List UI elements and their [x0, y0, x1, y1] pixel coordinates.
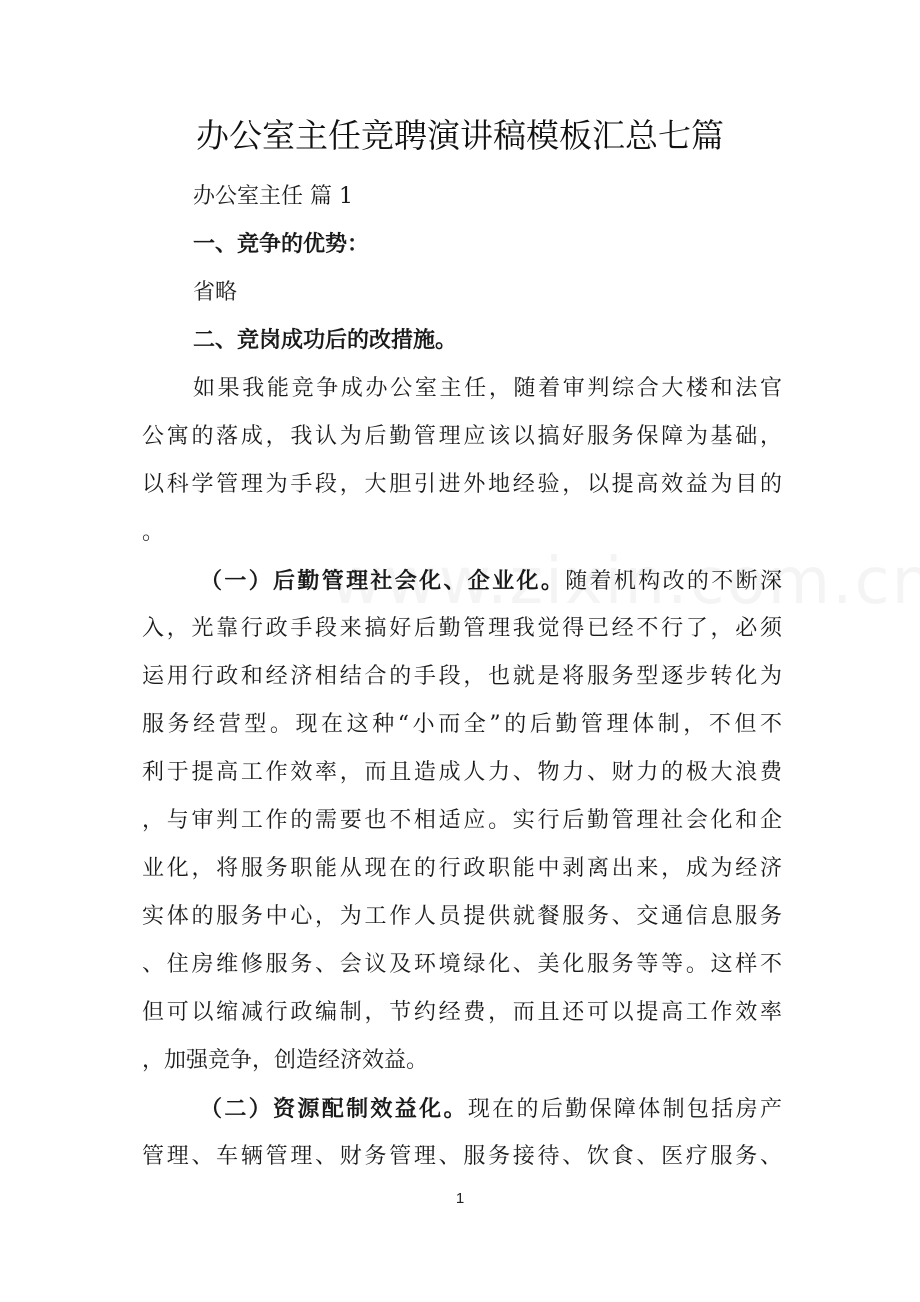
intro-line: 公寓的落成，我认为后勤管理应该以搞好服务保障为基础，: [142, 424, 782, 449]
point2-first-line: [200, 1093, 782, 1126]
point1-line: 入，光靠行政手段来搞好后勤管理我觉得已经不行了，必须: [142, 616, 782, 641]
point2-heading: （二）资源配制效益化。: [200, 1096, 468, 1122]
point2-first-text: 现在的后勤保障体制包括房产: [467, 1097, 782, 1122]
intro-line: 如果我能竞争成办公室主任，随着审判综合大楼和法官: [193, 376, 782, 401]
heading-advantages: 一、竞争的优势：: [193, 232, 370, 257]
point1-line: 利于提高工作效率，而且造成人力、物力、财力的极大浪费: [142, 760, 782, 785]
point1-line: ，加强竞争，创造经济效益。: [142, 1048, 429, 1073]
point2-line: 管理、车辆管理、财务管理、服务接待、饮食、医疗服务、: [142, 1144, 782, 1169]
point1-line: 服务经营型。现在这种“小而全”的后勤管理体制，不但不: [142, 712, 782, 737]
heading-measures: 二、竞岗成功后的改措施。: [193, 328, 458, 353]
page-number: 1: [455, 1190, 465, 1207]
intro-line: 。: [142, 520, 165, 545]
point1-line: 实体的服务中心，为工作人员提供就餐服务、交通信息服务: [142, 904, 782, 929]
point1-line: 但可以缩减行政编制，节约经费，而且还可以提高工作效率: [142, 1000, 782, 1025]
intro-line: 以科学管理为手段，大胆引进外地经验，以提高效益为目的: [142, 472, 782, 497]
point1-first-text: 随着机构改的不断深: [565, 569, 782, 594]
document-title: 办公室主任竞聘演讲稿模板汇总七篇: [196, 116, 724, 155]
point1-line: 运用行政和经济相结合的手段，也就是将服务型逐步转化为: [142, 664, 782, 689]
point1-line: 、住房维修服务、会议及环境绿化、美化服务等等。这样不: [142, 952, 782, 977]
omitted-text: 省略: [193, 280, 238, 305]
point1-first-line: [200, 565, 782, 598]
point1-heading: （一）后勤管理社会化、企业化。: [200, 568, 566, 594]
point1-line: 业化，将服务职能从现在的行政职能中剥离出来，成为经济: [142, 856, 782, 881]
point1-line: ，与审判工作的需要也不相适应。实行后勤管理社会化和企: [142, 808, 782, 833]
section-label: 办公室主任 篇 1: [193, 184, 353, 209]
